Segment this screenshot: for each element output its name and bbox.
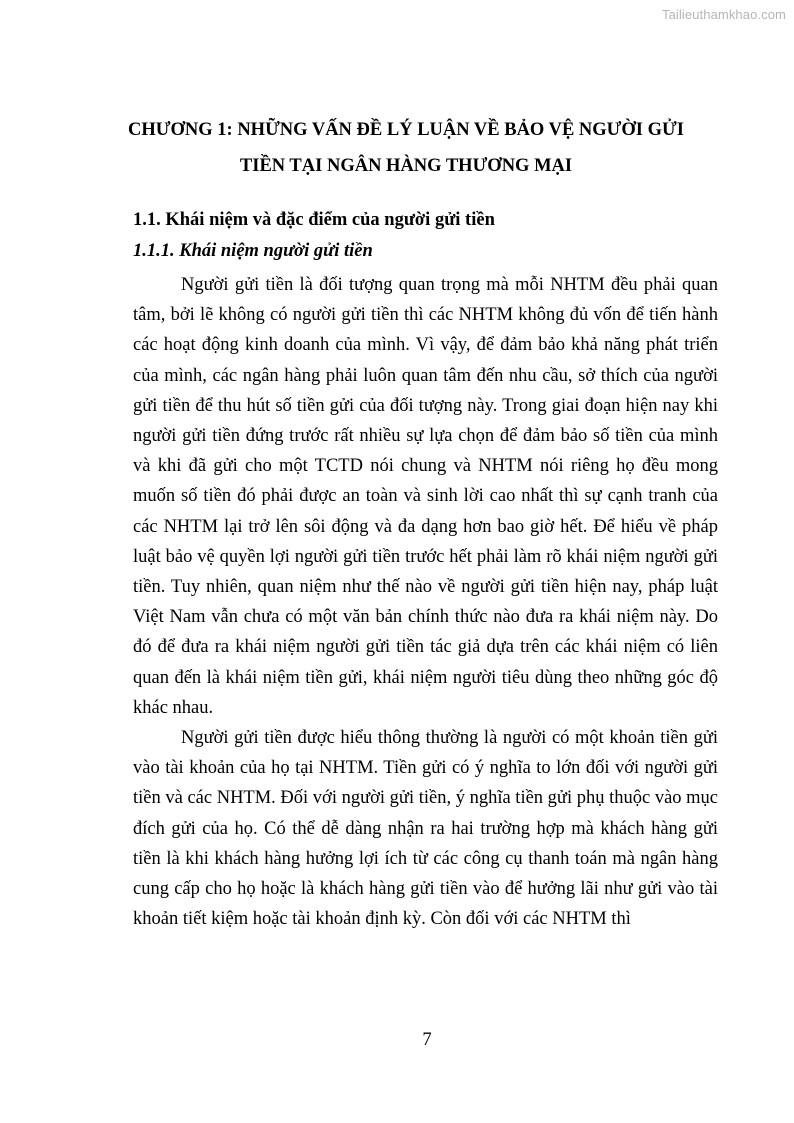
paragraph: Người gửi tiền được hiểu thông thường là người có một khoản tiền gửi vào tài khoản của họ tại NHTM. Tiền gửi có ý nghĩa to lớn đối với người gửi tiền và các NHTM. Đối với người gửi tiền, ý nghĩa tiền gửi phụ thuộc vào mục đích gửi của họ. Có thể dễ dàng nhận ra hai trường hợp mà khách hàng gửi tiền là khi khách hàng hưởng lợi ích từ các công cụ thanh toán mà ngân hàng cung cấp cho họ hoặc là khách hàng gửi tiền vào để hưởng lãi như gửi vào tài khoản tiết kiệm hoặc tài khoản định kỳ. Còn đối với các NHTM thì <box>133 728 719 930</box>
chapter-title <box>120 112 692 184</box>
section-heading: 1.1. Khái niệm và đặc điểm của người gửi tiền <box>133 210 495 230</box>
page-number: 7 <box>422 1030 432 1050</box>
paragraph: Người gửi tiền là đối tượng quan trọng mà mỗi NHTM đều phải quan tâm, bởi lẽ không có người gửi tiền thì các NHTM không đủ vốn để tiến hành các hoạt động kinh doanh của mình. Vì vậy, để đảm bảo khả năng phát triển của mình, các ngân hàng phải luôn quan tâm đến nhu cầu, sở thích của người gửi tiền để thu hút số tiền gửi của đối tượng này. Trong giai đoạn hiện nay khi người gửi tiền đứng trước rất nhiều sự lựa chọn để đảm bảo số tiền của mình và khi đã gửi cho một TCTD nói chung và NHTM nói riêng họ đều mong muốn số tiền đó phải được an toàn và sinh lời cao nhất thì sự cạnh tranh của các NHTM lại trở lên sôi động và đa dạng hơn bao giờ hết. Để hiểu về pháp luật bảo vệ quyền lợi người gửi tiền trước hết phải làm rõ khái niệm người gửi tiền. Tuy nhiên, quan niệm như thế nào về người gửi tiền hiện nay, pháp luật Việt Nam vẫn chưa có một văn bản chính thức nào đưa ra khái niệm này. Do đó để đưa ra khái niệm người gửi tiền tác giả dựa trên các khái niệm có liên quan đến là khái niệm tiền gửi, khái niệm người tiêu dùng theo những góc độ khác nhau. <box>133 275 718 718</box>
watermark: Tailieuthamkhao.com <box>661 7 786 22</box>
body-text <box>133 270 718 934</box>
chapter-title-line-1: CHƯƠNG 1: NHỮNG VẤN ĐỀ LÝ LUẬN VỀ BẢO VỆ NGƯỜI GỬI <box>128 120 684 140</box>
subsection-heading: 1.1.1. Khái niệm người gửi tiền <box>133 241 373 261</box>
chapter-title-line-2: TIỀN TẠI NGÂN HÀNG THƯƠNG MẠI <box>239 156 573 176</box>
